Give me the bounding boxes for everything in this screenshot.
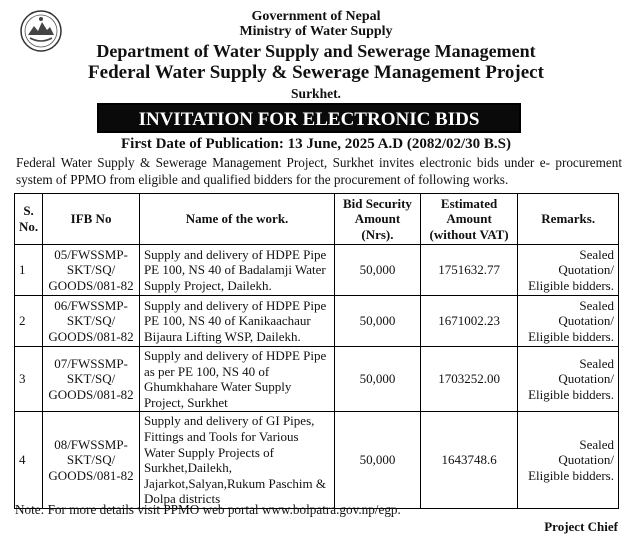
cell-sn: 3: [15, 347, 43, 412]
cell-estimated: 1751632.77: [420, 245, 518, 296]
table-row: [15, 245, 619, 296]
col-header-sn: S. No.: [15, 194, 43, 245]
project-title: Federal Water Supply & Sewerage Management Project: [88, 62, 544, 83]
cell-remarks: Sealed Quotation/ Eligible bidders.: [518, 412, 619, 509]
col-header-estimated: Estimated Amount (without VAT): [420, 194, 518, 245]
cell-estimated: 1703252.00: [420, 347, 518, 412]
cell-work: Supply and delivery of GI Pipes, Fittings and Tools for Various Water Supply Projects of Surkhet,Dailekh, Jajarkot,Salyan,Rukum Paschim & Dolpa districts: [139, 412, 334, 509]
cell-bid-security: 50,000: [335, 296, 421, 347]
cell-ifb: 07/FWSSMP-SKT/SQ/ GOODS/081-82: [43, 347, 140, 412]
col-header-remarks: Remarks.: [518, 194, 619, 245]
office-location: Surkhet.: [291, 86, 341, 101]
table-row: [15, 296, 619, 347]
cell-remarks: Sealed Quotation/ Eligible bidders.: [518, 245, 619, 296]
publication-date: First Date of Publication: 13 June, 2025 A.D (2082/02/30 B.S): [121, 136, 511, 152]
col-header-ifb: IFB No: [43, 194, 140, 245]
cell-sn: 2: [15, 296, 43, 347]
cell-estimated: 1643748.6: [420, 412, 518, 509]
cell-bid-security: 50,000: [335, 412, 421, 509]
table-row: [15, 412, 619, 509]
notice-banner: INVITATION FOR ELECTRONIC BIDS: [97, 103, 521, 133]
cell-remarks: Sealed Quotation/ Eligible bidders.: [518, 296, 619, 347]
cell-work: Supply and delivery of HDPE Pipe PE 100, NS 40 of Kanikaachaur Bijaura Lifting WSP, Dailekh.: [139, 296, 334, 347]
cell-bid-security: 50,000: [335, 347, 421, 412]
cell-work: Supply and delivery of HDPE Pipe as per PE 100, NS 40 of Ghumkhahare Water Supply Project, Surkhet: [139, 347, 334, 412]
footer-note: Note: For more details visit PPMO web portal www.bolpatra.gov.np/egp.: [15, 502, 401, 517]
table-header-row: [15, 194, 619, 245]
cell-ifb: 06/FWSSMP-SKT/SQ/ GOODS/081-82: [43, 296, 140, 347]
signatory-title: Project Chief: [544, 519, 618, 534]
cell-sn: 4: [15, 412, 43, 509]
cell-sn: 1: [15, 245, 43, 296]
cell-work: Supply and delivery of HDPE Pipe PE 100, NS 40 of Badalamji Water Supply Project, Dailekh.: [139, 245, 334, 296]
ministry-title: Ministry of Water Supply: [239, 24, 393, 39]
government-title: Government of Nepal: [251, 9, 381, 24]
col-header-bid-security: Bid Security Amount (Nrs).: [335, 194, 421, 245]
cell-ifb: 05/FWSSMP-SKT/SQ/ GOODS/081-82: [43, 245, 140, 296]
cell-ifb: 08/FWSSMP-SKT/SQ/ GOODS/081-82: [43, 412, 140, 509]
cell-estimated: 1671002.23: [420, 296, 518, 347]
cell-bid-security: 50,000: [335, 245, 421, 296]
bids-table: [14, 193, 619, 509]
intro-paragraph: Federal Water Supply & Sewerage Management Project, Surkhet invites electronic bids under e- procurement system of PPMO from eligible and qualified bidders for the procurement of following works.: [16, 155, 622, 187]
col-header-work: Name of the work.: [139, 194, 334, 245]
department-title: Department of Water Supply and Sewerage Management: [96, 41, 536, 61]
table-row: [15, 347, 619, 412]
cell-remarks: Sealed Quotation/ Eligible bidders.: [518, 347, 619, 412]
